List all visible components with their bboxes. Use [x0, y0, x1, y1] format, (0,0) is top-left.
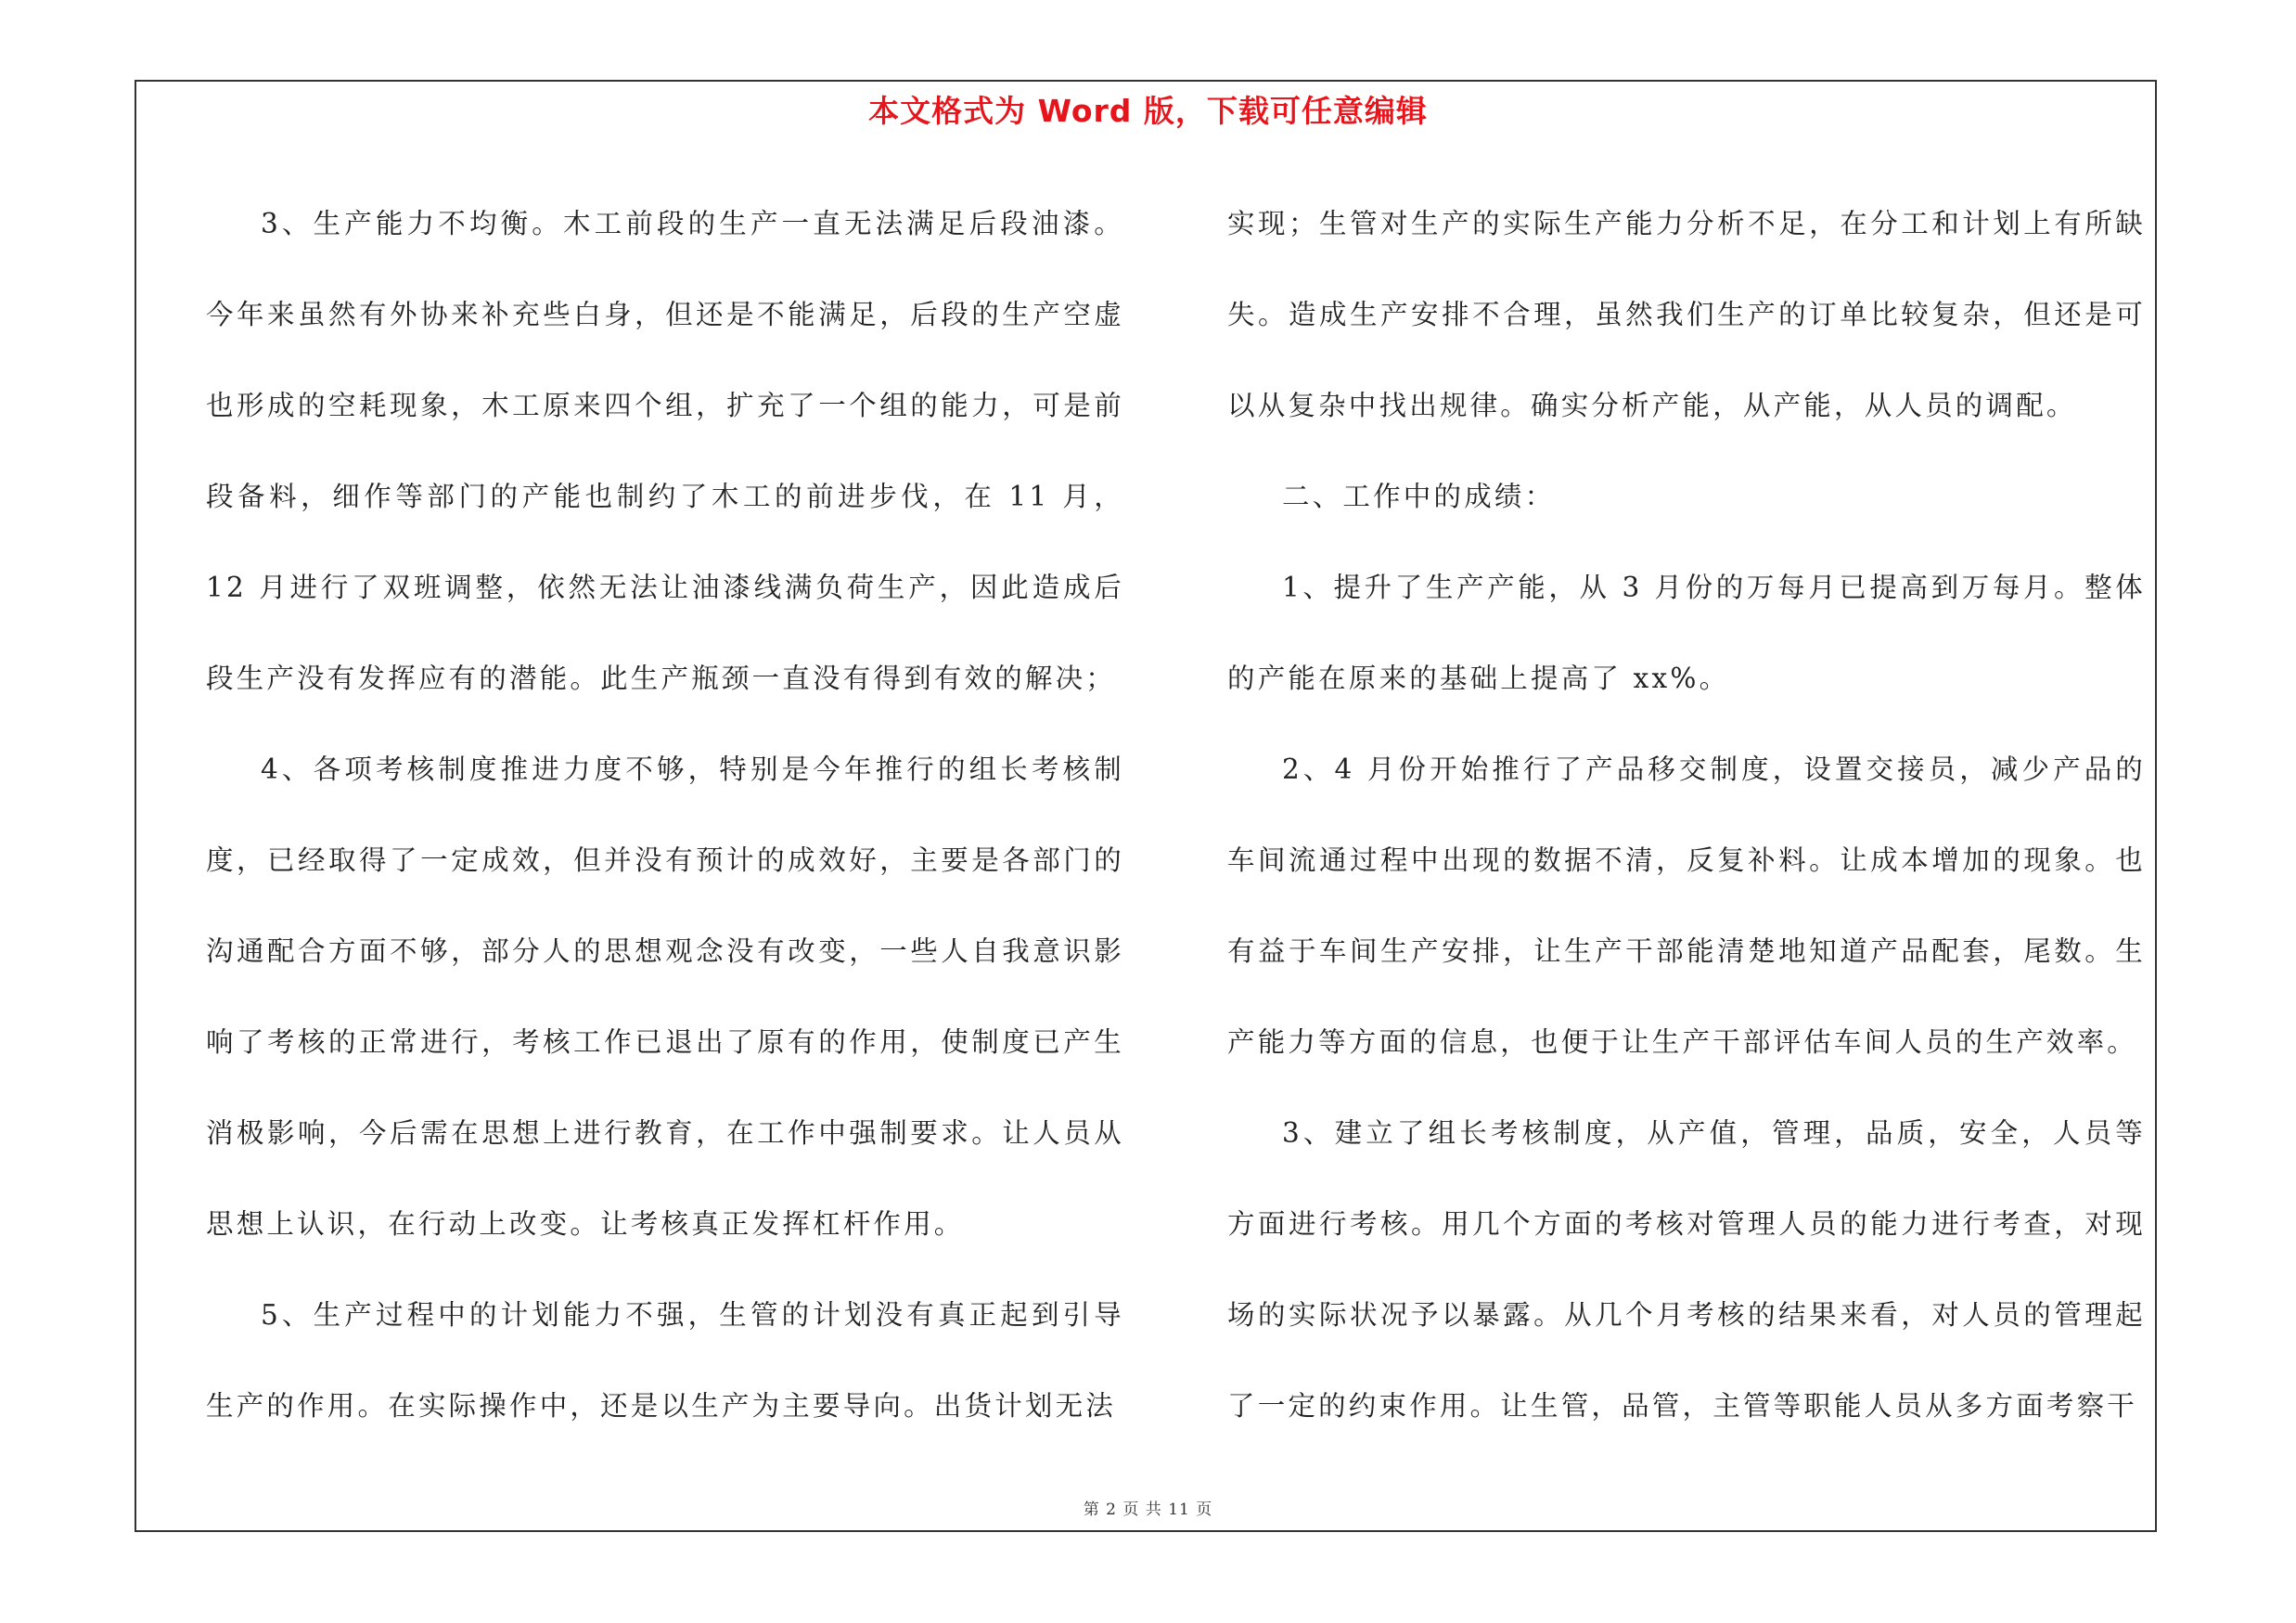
right-column	[1227, 178, 2146, 1451]
paragraph: 1、提升了生产产能，从 3 月份的万每月已提高到万每月。整体的产能在原来的基础上提高了 xx%。	[1227, 572, 2146, 694]
left-column	[206, 178, 1124, 1451]
paragraph: 5、生产过程中的计划能力不强，生管的计划没有真正起到引导生产的作用。在实际操作中，还是以生产为主要导向。出货计划无法	[206, 1299, 1124, 1422]
paragraph: 4、各项考核制度推进力度不够，特别是今年推行的组长考核制度，已经取得了一定成效，但并没有预计的成效好，主要是各部门的沟通配合方面不够，部分人的思想观念没有改变，一些人自我意识影响了考核的正常进行，考核工作已退出了原有的作用，使制度已产生消极影响，今后需在思想上进行教育，在工作中强制要求。让人员从思想上认识，在行动上改变。让考核真正发挥杠杆作用。	[206, 754, 1124, 1240]
page-number: 第 2 页 共 11 页	[1083, 1501, 1213, 1519]
format-banner: 本文格式为 Word 版，下载可任意编辑	[868, 93, 1428, 129]
paragraph: 3、建立了组长考核制度，从产值，管理，品质，安全，人员等方面进行考核。用几个方面的考核对管理人员的能力进行考查，对现场的实际状况予以暴露。从几个月考核的结果来看，对人员的管理起了一定的约束作用。让生管，品管，主管等职能人员从多方面考察干	[1227, 1117, 2146, 1422]
section-heading: 二、工作中的成绩：	[1282, 481, 1556, 512]
paragraph-continued: 实现；生管对生产的实际生产能力分析不足，在分工和计划上有所缺失。造成生产安排不合理，虽然我们生产的订单比较复杂，但还是可以从复杂中找出规律。确实分析产能，从产能，从人员的调配。	[1227, 208, 2146, 421]
paragraph: 3、生产能力不均衡。木工前段的生产一直无法满足后段油漆。今年来虽然有外协来补充些白身，但还是不能满足，后段的生产空虚也形成的空耗现象，木工原来四个组，扩充了一个组的能力，可是前段备料，细作等部门的产能也制约了木工的前进步伐，在 11 月，12 月进行了双班调整，依然无法让油漆线满负荷生产，因此造成后段生产没有发挥应有的潜能。此生产瓶颈一直没有得到有效的解决；	[206, 208, 1124, 694]
paragraph: 2、4 月份开始推行了产品移交制度，设置交接员，减少产品的车间流通过程中出现的数据不清，反复补料。让成本增加的现象。也有益于车间生产安排，让生产干部能清楚地知道产品配套，尾数。生产能力等方面的信息，也便于让生产干部评估车间人员的生产效率。	[1227, 754, 2146, 1058]
